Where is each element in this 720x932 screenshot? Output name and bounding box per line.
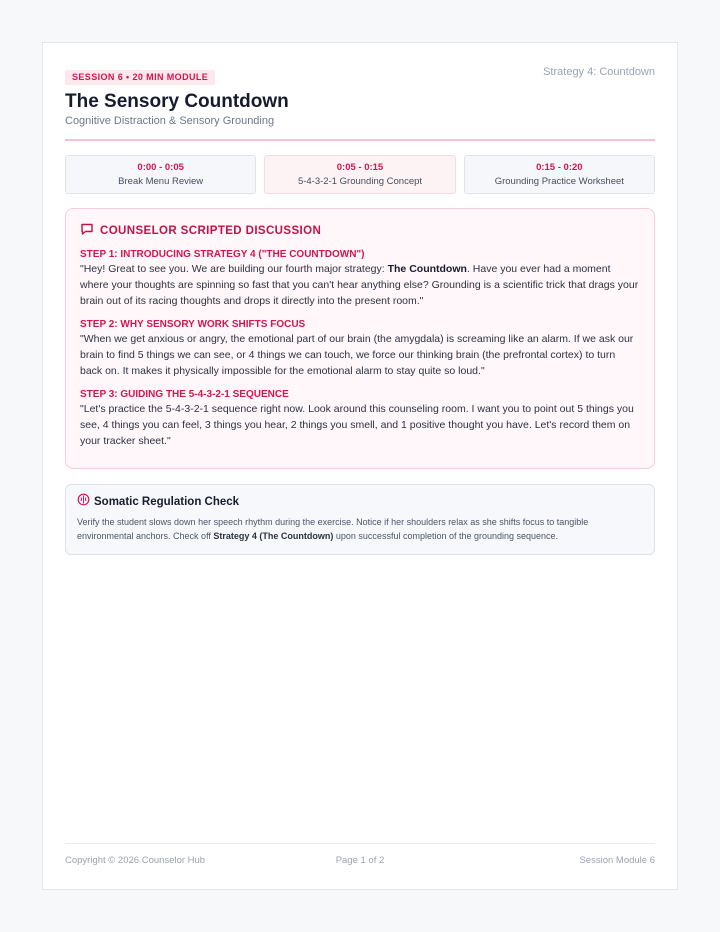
discussion-step [80,388,640,449]
strategy-tag: Strategy 4: Countdown [543,66,655,78]
timeline-segment [65,155,256,194]
page-subtitle: Cognitive Distraction & Sensory Grounding [65,115,275,127]
session-badge: SESSION 6 • 20 MIN MODULE [65,70,215,85]
segment-time: 0:05 - 0:15 [336,162,384,173]
somatic-check-card [65,484,655,555]
discussion-title: COUNSELOR SCRIPTED DISCUSSION [100,225,322,237]
page-title: The Sensory Countdown [65,91,289,112]
discussion-step [80,318,640,379]
segment-time: 0:00 - 0:05 [137,162,184,173]
step-text: "Hey! Great to see you. We are building our fourth major strategy: The Countdown. Have you ever had a moment where your thoughts are spinning so fast that you can't hear anything else? Grounding is a scientific trick that drags your brain out of its racing thoughts and drops it directly into the present room." [80,263,639,307]
check-title: Somatic Regulation Check [94,496,240,508]
step-title: STEP 3: GUIDING THE 5-4-3-2-1 SEQUENCE [80,389,289,400]
step-title: STEP 2: WHY SENSORY WORK SHIFTS FOCUS [80,319,306,330]
brain-icon [77,493,90,511]
segment-label: Grounding Practice Worksheet [494,176,624,187]
segment-label: 5-4-3-2-1 Grounding Concept [297,176,423,187]
chat-icon [80,222,94,241]
session-timeline [65,155,655,194]
footer-copyright: Copyright © 2026 Counselor Hub [65,855,206,866]
timeline-segment-active [264,155,455,194]
timeline-segment [464,155,655,194]
document-page [42,42,678,890]
header-divider [65,139,655,141]
discussion-step [80,248,640,309]
footer-page-number: Page 1 of 2 [335,855,385,866]
segment-label: Break Menu Review [118,176,204,187]
footer-module: Session Module 6 [579,855,655,866]
strategy-name: The Countdown [387,263,467,275]
footer-divider [65,843,655,844]
strategy-name: Strategy 4 (The Countdown) [213,531,334,541]
step-text: "Let's practice the 5-4-3-2-1 sequence right now. Look around this counseling room. I want you to point out 5 things you see, 4 things you can feel, 3 things you hear, 2 things you smell, and 1 positive thought you have. Let's record them on your tracker sheet." [80,403,634,447]
scripted-discussion-card [65,208,655,469]
step-title: STEP 1: INTRODUCING STRATEGY 4 ("THE COUNTDOWN") [80,249,365,260]
segment-time: 0:15 - 0:20 [536,162,583,173]
check-text: Verify the student slows down her speech rhythm during the exercise. Notice if her shoulders relax as she shifts focus to tangible environmental anchors. Check off Strategy 4 (The Countdown) upon successful completion of the grounding sequence. [77,517,589,541]
step-text: "When we get anxious or angry, the emotional part of our brain (the amygdala) is screaming like an alarm. If we ask our brain to find 5 things we can see, or 4 things we can touch, we force our thinking brain (the prefrontal cortex) to turn back on. It makes it physically impossible for the emotional alarm to stay quite so loud." [80,333,634,377]
